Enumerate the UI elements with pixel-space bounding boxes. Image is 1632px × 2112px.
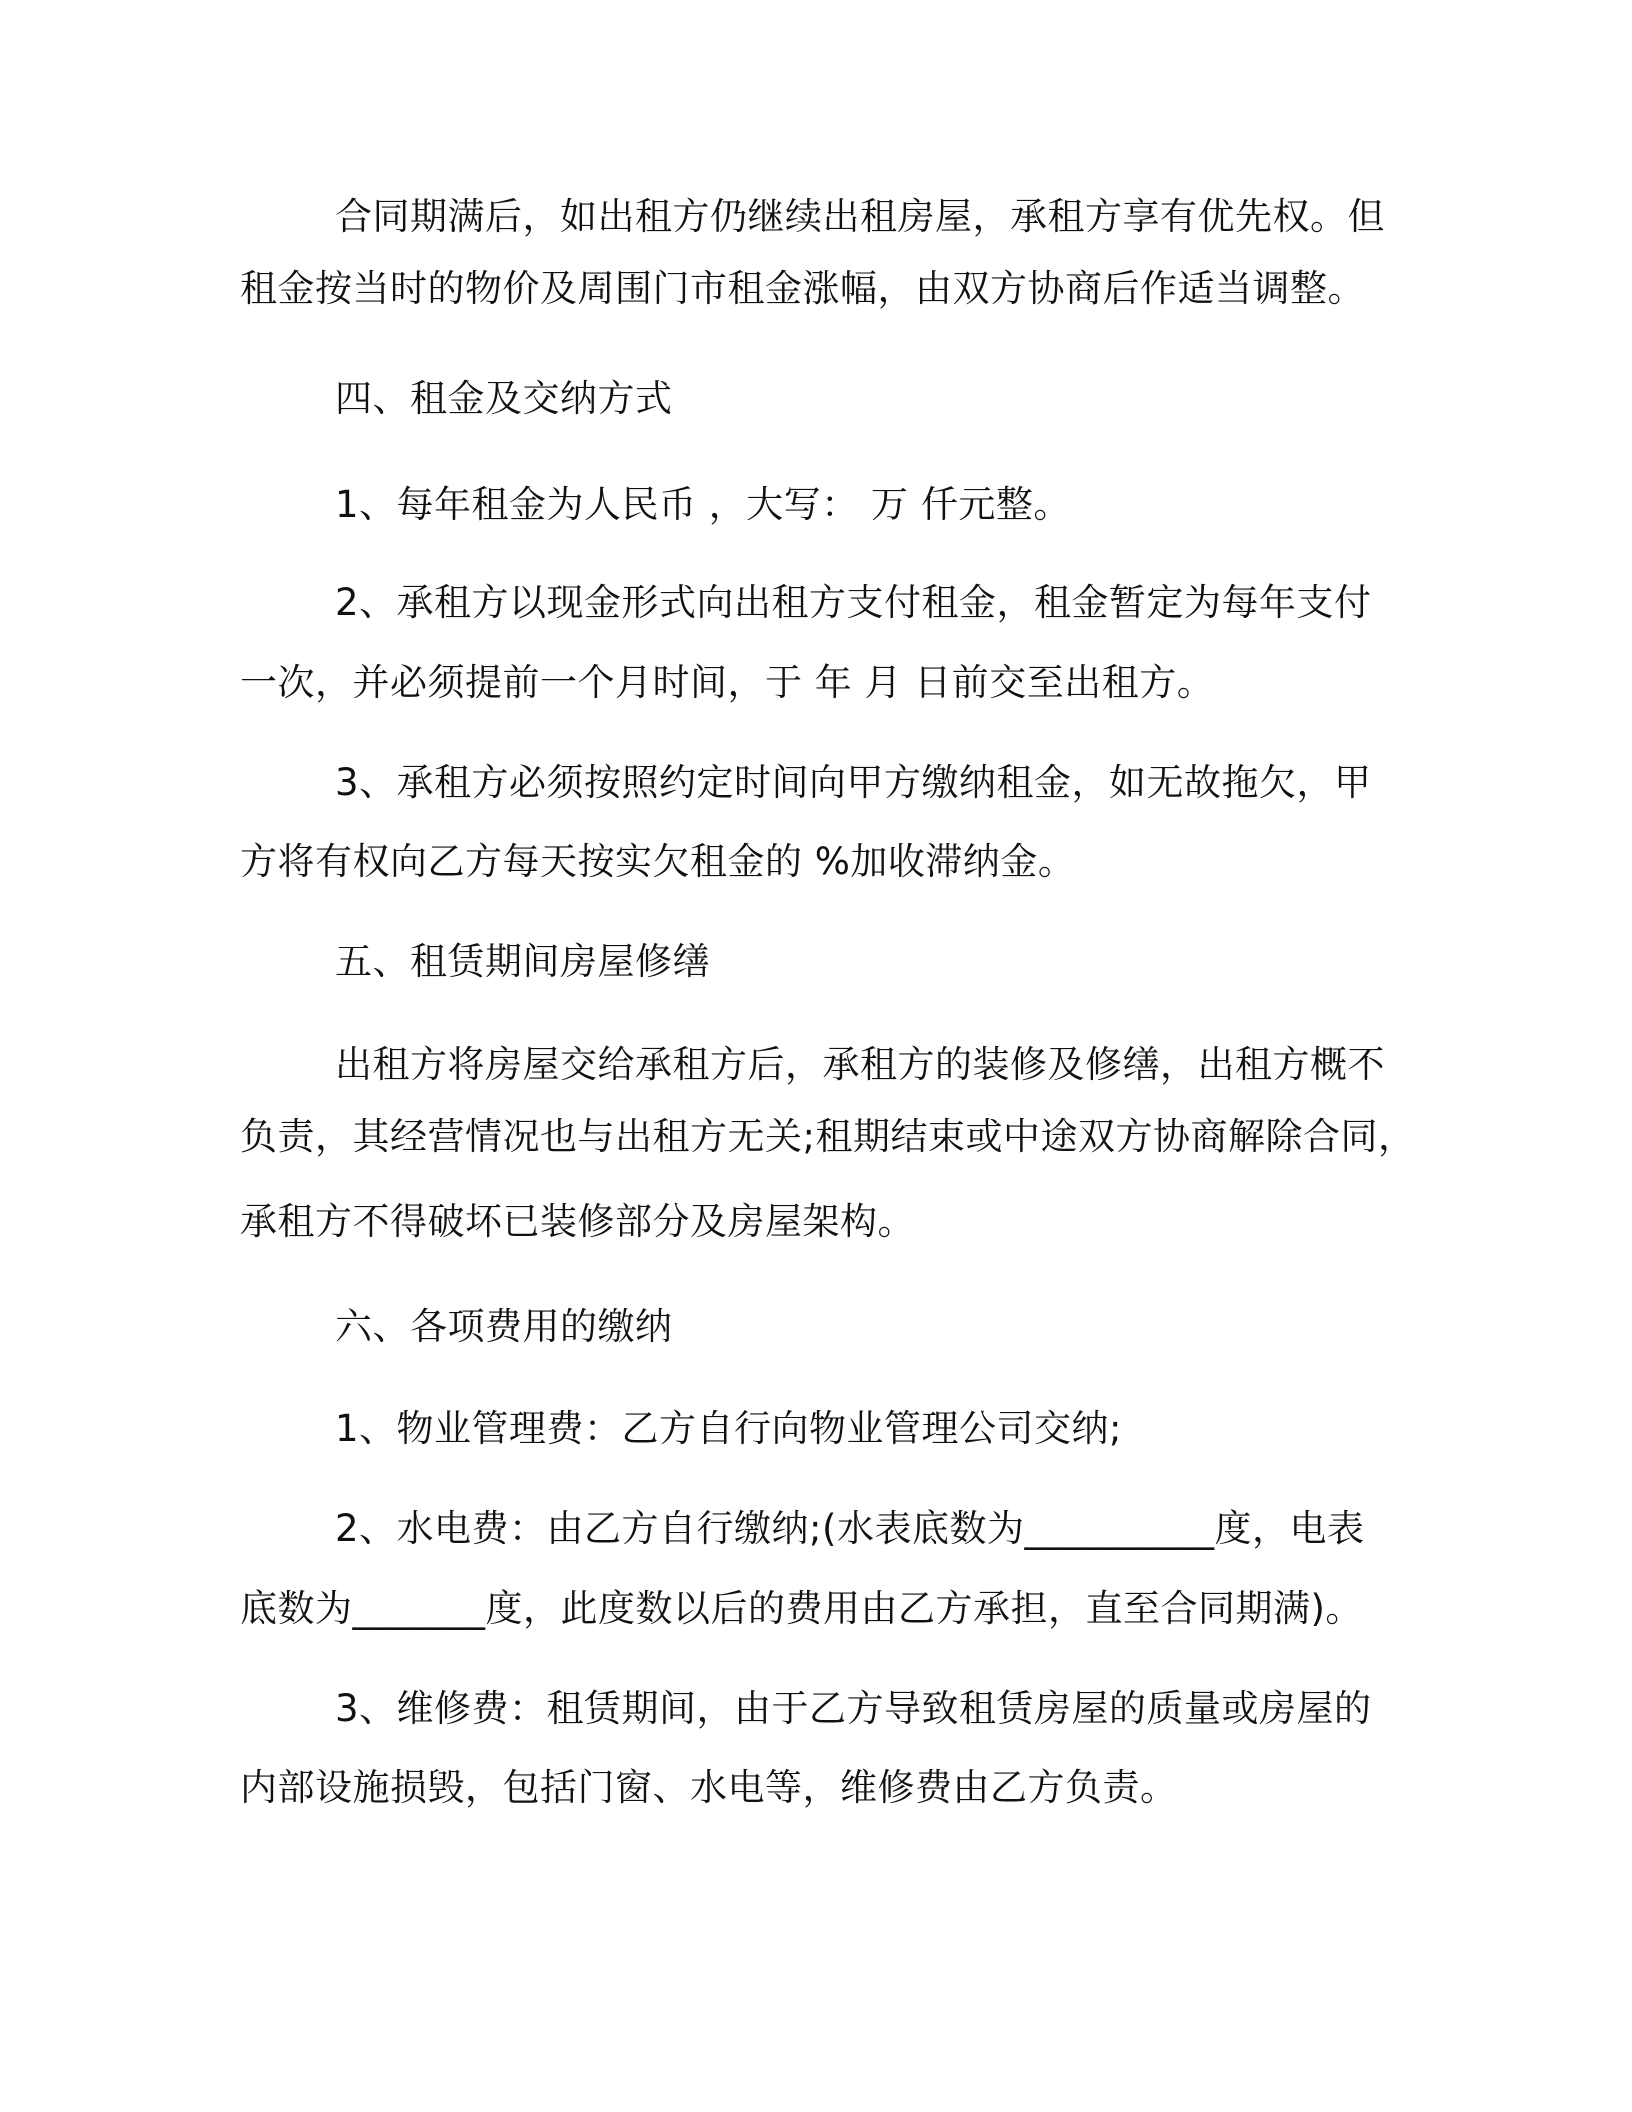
rent-item-2-line-2: 一次，并必须提前一个月时间，于 年 月 日前交至出租方。 [240, 661, 1215, 704]
fees-item-3-line-1: 3、维修费：租赁期间，由于乙方导致租赁房屋的质量或房屋的 [335, 1687, 1372, 1730]
section-heading-fees: 六、各项费用的缴纳 [335, 1305, 673, 1348]
fees-item-2-line-1: 2、水电费：由乙方自行缴纳;(水表底数为__________度，电表 [335, 1507, 1365, 1550]
fees-item-3-line-2: 内部设施损毁，包括门窗、水电等，维修费由乙方负责。 [240, 1766, 1178, 1809]
section-heading-repairs: 五、租赁期间房屋修缮 [335, 940, 710, 983]
rent-item-3-line-1: 3、承租方必须按照约定时间向甲方缴纳租金，如无故拖欠，甲 [335, 761, 1372, 804]
section-heading-rent: 四、租金及交纳方式 [335, 377, 673, 420]
rent-item-2-line-1: 2、承租方以现金形式向出租方支付租金，租金暂定为每年支付 [335, 581, 1372, 624]
fees-item-1: 1、物业管理费：乙方自行向物业管理公司交纳; [335, 1407, 1123, 1450]
repairs-body-line-2: 负责，其经营情况也与出租方无关;租期结束或中途双方协商解除合同， [240, 1115, 1416, 1158]
fees-item-2-line-2: 底数为_______度，此度数以后的费用由乙方承担，直至合同期满)。 [240, 1587, 1363, 1630]
paragraph-renewal-line-1: 合同期满后，如出租方仍继续出租房屋，承租方享有优先权。但 [335, 195, 1385, 238]
repairs-body-line-1: 出租方将房屋交给承租方后，承租方的装修及修缮，出租方概不 [335, 1043, 1385, 1086]
rent-item-1: 1、每年租金为人民币 ，大写： 万 仟元整。 [335, 483, 1071, 526]
paragraph-renewal-line-2: 租金按当时的物价及周围门市租金涨幅，由双方协商后作适当调整。 [240, 267, 1365, 310]
rent-item-3-line-2: 方将有权向乙方每天按实欠租金的 %加收滞纳金。 [240, 840, 1076, 883]
repairs-body-line-3: 承租方不得破坏已装修部分及房屋架构。 [240, 1200, 915, 1243]
